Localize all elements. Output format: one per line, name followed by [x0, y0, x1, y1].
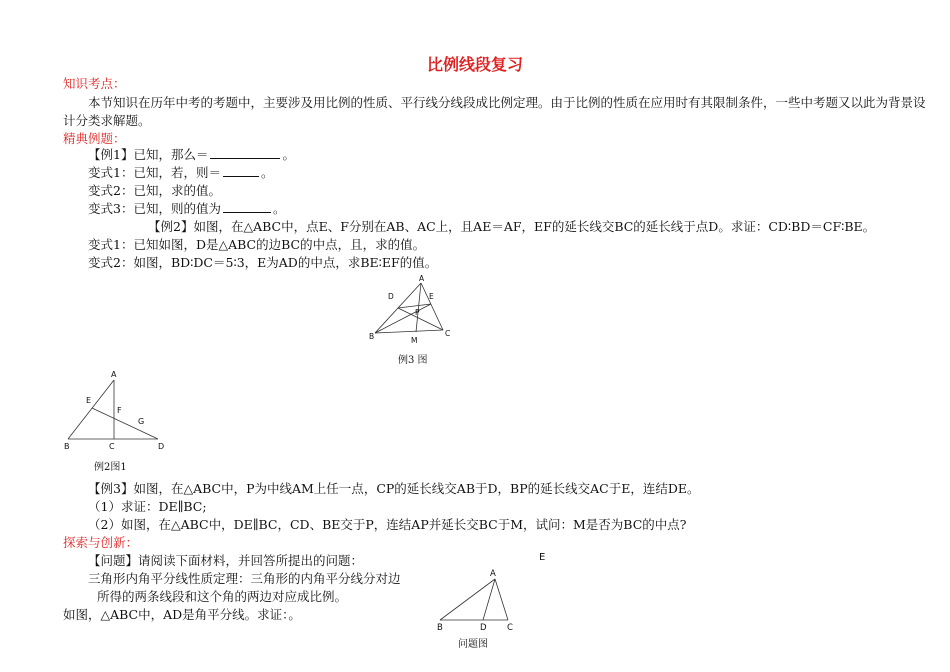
- intro-line-2: 计分类求解题。: [63, 113, 151, 128]
- line-ed: [92, 408, 158, 439]
- figure-example-2-caption: 例2图1: [94, 462, 127, 473]
- theorem-line-2: 所得的两条线段和这个角的两边对应成比例。: [97, 589, 348, 604]
- line-ac: [421, 283, 443, 330]
- theorem-line-1: 三角形内角平分线性质定理：三角形的内角平分线分对边: [88, 571, 401, 586]
- label-e: E: [429, 292, 434, 301]
- line-be: [375, 304, 431, 333]
- answer-blank: [223, 200, 271, 213]
- answer-blank: [210, 146, 280, 159]
- figure-example-2: [62, 368, 182, 453]
- label-a: A: [111, 370, 117, 379]
- label-a: A: [419, 274, 425, 283]
- variant-3: [88, 199, 285, 217]
- example-2-variant-1: 变式1：已知如图，D是△ABC的边BC的中点，且，求的值。: [88, 237, 426, 252]
- label-f: F: [117, 406, 122, 415]
- example-3-part-1: （1）求证：DE∥BC;: [88, 499, 207, 514]
- example-2-variant-2: 变式2：如图，BD∶DC＝5∶3，E为AD的中点，求BE∶EF的值。: [88, 255, 438, 270]
- label-b: B: [437, 623, 443, 633]
- label-c: C: [445, 329, 451, 338]
- label-b: B: [64, 442, 70, 451]
- example-3: 【例3】如图，在△ABC中，P为中线AM上任一点，CP的延长线交AB于D，BP的延长线交AC于E，连结DE。: [88, 481, 700, 496]
- variant-1-text: 变式1：已知，若，则＝: [88, 165, 221, 180]
- line-bc: [375, 330, 443, 333]
- variant-2: 变式2：已知，求的值。: [88, 183, 221, 198]
- line-ab: [440, 579, 495, 620]
- variant-1-end: 。: [260, 165, 274, 180]
- figure-example-3-caption: 例3 图: [398, 355, 428, 366]
- page-title: 比例线段复习: [426, 55, 523, 74]
- label-b: B: [369, 332, 375, 341]
- label-a: A: [490, 569, 496, 579]
- label-m: M: [411, 336, 418, 345]
- section-heading-examples: 精典例题：: [63, 131, 126, 146]
- example-2: 【例2】如图，在△ABC中，点E、F分别在AB、AC上，且AE＝AF，EF的延长线交BC的延长线于点D。求证：CD∶BD＝CF∶BE。: [148, 219, 876, 234]
- label-d: D: [388, 292, 394, 301]
- figure-problem: [432, 566, 532, 636]
- line-ad: [483, 579, 495, 620]
- problem-statement: 如图，△ABC中，AD是角平分线。求证：。: [63, 607, 301, 622]
- label-c: C: [507, 623, 513, 633]
- variant-3-end: 。: [272, 201, 286, 216]
- figure-example-3: [368, 272, 458, 347]
- label-d: D: [480, 623, 487, 633]
- label-c: C: [109, 442, 115, 451]
- example-1-text: 【例1】已知，那么＝: [88, 147, 209, 162]
- answer-blank: [223, 164, 259, 177]
- line-ab: [68, 380, 114, 439]
- section-heading-knowledge: 知识考点：: [63, 76, 126, 91]
- example-3-part-2: （2）如图，在△ABC中，DE∥BC，CD、BE交于P，连结AP并延长交BC于M，试问：M是否为BC的中点?: [88, 517, 687, 532]
- problem-figure-label-e: E: [539, 552, 546, 563]
- line-ac: [495, 579, 508, 620]
- example-1: [88, 145, 295, 163]
- label-p: P: [415, 308, 420, 317]
- label-e: E: [86, 396, 92, 405]
- intro-line-1: 本节知识在历年中考的考题中，主要涉及用比例的性质、平行线分线段成比例定理。由于比例的性质在应用时有其限制条件，一些中考题又以此为背景设: [88, 95, 926, 110]
- problem-intro: 【问题】请阅读下面材料，并回答所提出的问题：: [88, 553, 364, 568]
- section-heading-explore: 探索与创新：: [63, 535, 139, 550]
- figure-problem-caption: 问题图: [458, 639, 488, 650]
- variant-3-text: 变式3：已知，则的值为: [88, 201, 221, 216]
- example-1-end: 。: [282, 147, 295, 162]
- label-g: G: [138, 417, 145, 426]
- line-dc: [398, 308, 443, 330]
- label-d: D: [158, 442, 165, 451]
- variant-1: [88, 163, 273, 181]
